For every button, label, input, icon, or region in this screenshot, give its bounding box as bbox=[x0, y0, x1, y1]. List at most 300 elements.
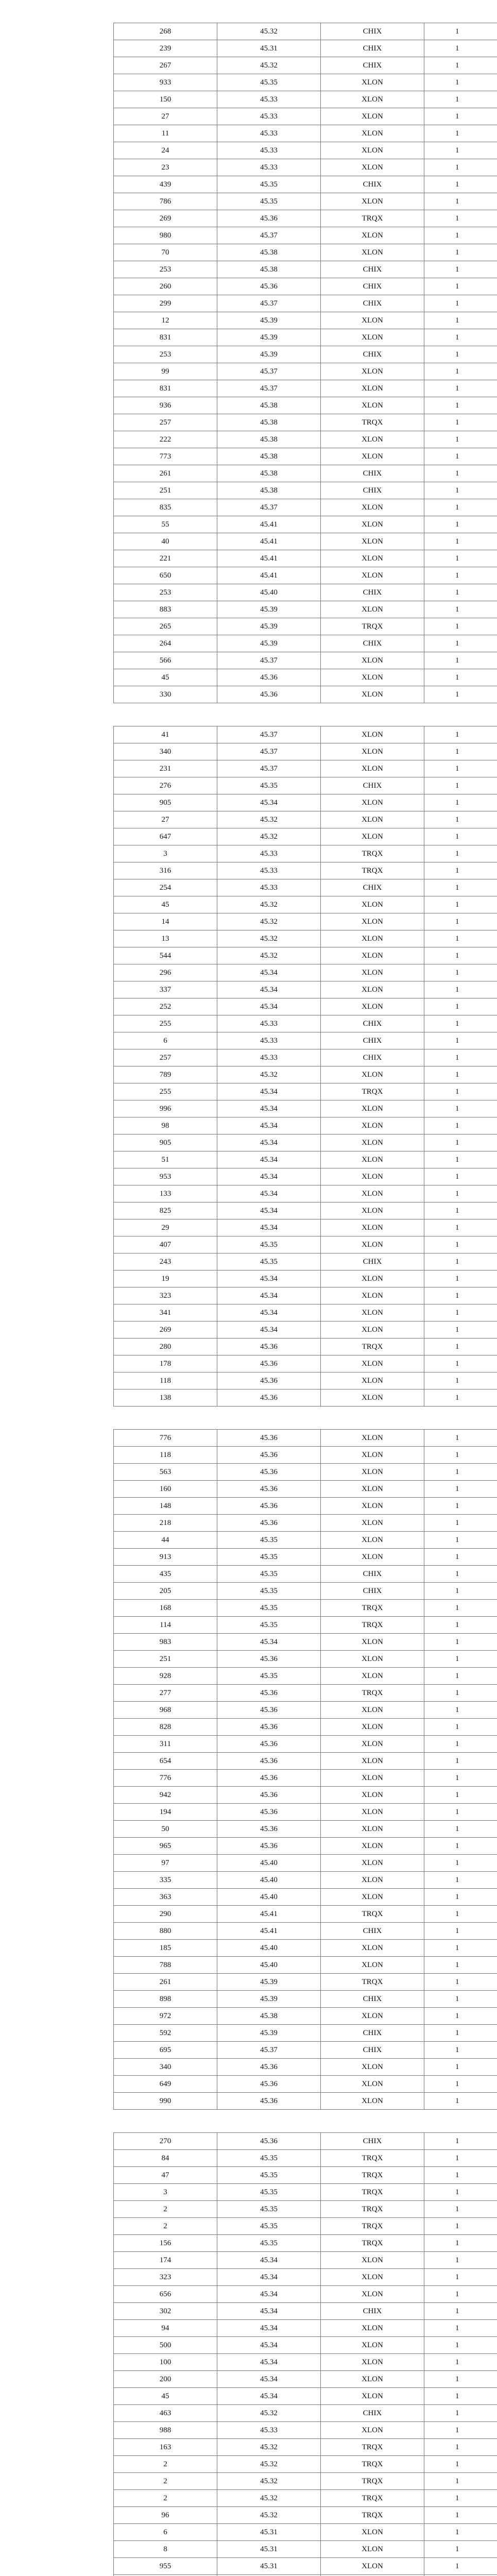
venue-cell: CHIX bbox=[321, 261, 424, 278]
price-cell: 45.36 bbox=[217, 1838, 321, 1855]
table-row bbox=[114, 1685, 497, 1702]
venue-cell: XLON bbox=[321, 964, 424, 981]
price-cell: 45.32 bbox=[217, 828, 321, 845]
venue-cell: XLON bbox=[321, 516, 424, 533]
extra-cell: 1 bbox=[424, 1770, 497, 1787]
venue-cell: XLON bbox=[321, 1889, 424, 1906]
price-cell: 45.34 bbox=[217, 794, 321, 811]
table-row bbox=[114, 1338, 497, 1355]
extra-cell: 1 bbox=[424, 777, 497, 794]
table-row bbox=[114, 930, 497, 947]
price-cell: 45.36 bbox=[217, 1498, 321, 1515]
price-cell: 45.37 bbox=[217, 227, 321, 244]
venue-cell: XLON bbox=[321, 1940, 424, 1957]
volume-cell: 323 bbox=[114, 2269, 217, 2286]
extra-cell: 1 bbox=[424, 193, 497, 210]
price-cell: 45.34 bbox=[217, 2320, 321, 2337]
volume-cell: 776 bbox=[114, 1430, 217, 1447]
venue-cell: CHIX bbox=[321, 2025, 424, 2042]
volume-cell: 55 bbox=[114, 516, 217, 533]
table-row bbox=[114, 1270, 497, 1287]
table-row bbox=[114, 550, 497, 567]
volume-cell: 786 bbox=[114, 193, 217, 210]
venue-cell: XLON bbox=[321, 125, 424, 142]
extra-cell: 1 bbox=[424, 930, 497, 947]
price-cell: 45.34 bbox=[217, 1202, 321, 1219]
extra-cell: 1 bbox=[424, 1940, 497, 1957]
extra-cell: 1 bbox=[424, 397, 497, 414]
table-row bbox=[114, 726, 497, 743]
venue-cell: CHIX bbox=[321, 1566, 424, 1583]
extra-cell: 1 bbox=[424, 2252, 497, 2269]
volume-cell: 84 bbox=[114, 2150, 217, 2167]
extra-cell: 1 bbox=[424, 1372, 497, 1389]
page-2 bbox=[0, 703, 497, 1406]
price-cell: 45.35 bbox=[217, 2167, 321, 2184]
venue-cell: XLON bbox=[321, 686, 424, 703]
venue-cell: XLON bbox=[321, 2337, 424, 2354]
volume-cell: 261 bbox=[114, 1974, 217, 1991]
volume-cell: 544 bbox=[114, 947, 217, 964]
venue-cell: XLON bbox=[321, 2422, 424, 2439]
table-row bbox=[114, 533, 497, 550]
extra-cell: 1 bbox=[424, 2059, 497, 2076]
venue-cell: CHIX bbox=[321, 2042, 424, 2059]
price-cell: 45.34 bbox=[217, 2371, 321, 2388]
price-cell: 45.36 bbox=[217, 669, 321, 686]
extra-cell: 1 bbox=[424, 1066, 497, 1083]
volume-cell: 96 bbox=[114, 2507, 217, 2524]
extra-cell: 1 bbox=[424, 1702, 497, 1719]
table-row bbox=[114, 261, 497, 278]
table-row bbox=[114, 1389, 497, 1406]
volume-cell: 500 bbox=[114, 2337, 217, 2354]
venue-cell: TRQX bbox=[321, 2201, 424, 2218]
table-row bbox=[114, 618, 497, 635]
volume-cell: 942 bbox=[114, 1787, 217, 1804]
price-cell: 45.35 bbox=[217, 1668, 321, 1685]
extra-cell: 1 bbox=[424, 2303, 497, 2320]
volume-cell: 280 bbox=[114, 1338, 217, 1355]
volume-cell: 41 bbox=[114, 726, 217, 743]
extra-cell: 1 bbox=[424, 1974, 497, 1991]
venue-cell: XLON bbox=[321, 1549, 424, 1566]
venue-cell: TRQX bbox=[321, 414, 424, 431]
price-cell: 45.38 bbox=[217, 261, 321, 278]
volume-cell: 251 bbox=[114, 1651, 217, 1668]
extra-cell: 1 bbox=[424, 1481, 497, 1498]
volume-cell: 330 bbox=[114, 686, 217, 703]
table-row bbox=[114, 1304, 497, 1321]
table-row bbox=[114, 23, 497, 40]
price-cell: 45.34 bbox=[217, 1287, 321, 1304]
volume-cell: 990 bbox=[114, 2093, 217, 2110]
extra-cell: 1 bbox=[424, 1855, 497, 1872]
volume-cell: 45 bbox=[114, 2388, 217, 2405]
price-cell: 45.35 bbox=[217, 1549, 321, 1566]
extra-cell: 1 bbox=[424, 2490, 497, 2507]
table-row bbox=[114, 2422, 497, 2439]
extra-cell: 1 bbox=[424, 635, 497, 652]
table-row bbox=[114, 760, 497, 777]
table-row bbox=[114, 1770, 497, 1787]
table-row bbox=[114, 125, 497, 142]
volume-cell: 953 bbox=[114, 1168, 217, 1185]
price-cell: 45.36 bbox=[217, 1753, 321, 1770]
volume-cell: 163 bbox=[114, 2439, 217, 2456]
venue-cell: XLON bbox=[321, 1702, 424, 1719]
table-row bbox=[114, 1872, 497, 1889]
price-cell: 45.38 bbox=[217, 448, 321, 465]
table-row bbox=[114, 635, 497, 652]
price-cell: 45.35 bbox=[217, 1583, 321, 1600]
venue-cell: XLON bbox=[321, 1447, 424, 1464]
venue-cell: XLON bbox=[321, 2541, 424, 2558]
volume-cell: 270 bbox=[114, 2133, 217, 2150]
extra-cell: 1 bbox=[424, 1321, 497, 1338]
table-row bbox=[114, 1889, 497, 1906]
extra-cell: 1 bbox=[424, 210, 497, 227]
table-row bbox=[114, 1287, 497, 1304]
venue-cell: CHIX bbox=[321, 482, 424, 499]
venue-cell: TRQX bbox=[321, 862, 424, 879]
table-row bbox=[114, 244, 497, 261]
table-row bbox=[114, 2059, 497, 2076]
price-cell: 45.36 bbox=[217, 1355, 321, 1372]
venue-cell: XLON bbox=[321, 930, 424, 947]
table-row bbox=[114, 91, 497, 108]
table-row bbox=[114, 2150, 497, 2167]
extra-cell: 1 bbox=[424, 2371, 497, 2388]
extra-cell: 1 bbox=[424, 2337, 497, 2354]
price-cell: 45.38 bbox=[217, 397, 321, 414]
volume-cell: 972 bbox=[114, 2008, 217, 2025]
venue-cell: XLON bbox=[321, 743, 424, 760]
venue-cell: XLON bbox=[321, 1219, 424, 1236]
volume-cell: 880 bbox=[114, 1923, 217, 1940]
venue-cell: XLON bbox=[321, 244, 424, 261]
volume-cell: 340 bbox=[114, 2059, 217, 2076]
table-row bbox=[114, 811, 497, 828]
extra-cell: 1 bbox=[424, 760, 497, 777]
volume-cell: 257 bbox=[114, 414, 217, 431]
table-row bbox=[114, 2269, 497, 2286]
volume-cell: 40 bbox=[114, 533, 217, 550]
volume-cell: 239 bbox=[114, 40, 217, 57]
volume-cell: 269 bbox=[114, 1321, 217, 1338]
price-cell: 45.35 bbox=[217, 1532, 321, 1549]
price-cell: 45.34 bbox=[217, 2269, 321, 2286]
price-cell: 45.40 bbox=[217, 1940, 321, 1957]
price-cell: 45.32 bbox=[217, 57, 321, 74]
venue-cell: XLON bbox=[321, 2371, 424, 2388]
extra-cell: 1 bbox=[424, 2269, 497, 2286]
extra-cell: 1 bbox=[424, 1685, 497, 1702]
price-cell: 45.33 bbox=[217, 879, 321, 896]
extra-cell: 1 bbox=[424, 1634, 497, 1651]
extra-cell: 1 bbox=[424, 2439, 497, 2456]
table-row bbox=[114, 1321, 497, 1338]
volume-cell: 200 bbox=[114, 2371, 217, 2388]
venue-cell: TRQX bbox=[321, 1083, 424, 1100]
volume-cell: 788 bbox=[114, 1957, 217, 1974]
volume-cell: 2 bbox=[114, 2490, 217, 2507]
price-cell: 45.32 bbox=[217, 896, 321, 913]
table-row bbox=[114, 2490, 497, 2507]
volume-cell: 253 bbox=[114, 584, 217, 601]
venue-cell: TRQX bbox=[321, 2184, 424, 2201]
venue-cell: XLON bbox=[321, 2269, 424, 2286]
extra-cell: 1 bbox=[424, 743, 497, 760]
venue-cell: XLON bbox=[321, 91, 424, 108]
venue-cell: TRQX bbox=[321, 2150, 424, 2167]
extra-cell: 1 bbox=[424, 947, 497, 964]
extra-cell: 1 bbox=[424, 2167, 497, 2184]
volume-cell: 996 bbox=[114, 1100, 217, 1117]
extra-cell: 1 bbox=[424, 1185, 497, 1202]
table-row bbox=[114, 448, 497, 465]
price-cell: 45.41 bbox=[217, 550, 321, 567]
volume-cell: 337 bbox=[114, 981, 217, 998]
price-cell: 45.34 bbox=[217, 1100, 321, 1117]
volume-cell: 776 bbox=[114, 1770, 217, 1787]
volume-cell: 3 bbox=[114, 845, 217, 862]
price-cell: 45.33 bbox=[217, 1015, 321, 1032]
extra-cell: 1 bbox=[424, 91, 497, 108]
extra-cell: 1 bbox=[424, 448, 497, 465]
table-row bbox=[114, 913, 497, 930]
volume-cell: 276 bbox=[114, 777, 217, 794]
price-cell: 45.35 bbox=[217, 2150, 321, 2167]
table-row bbox=[114, 2235, 497, 2252]
table-row bbox=[114, 1940, 497, 1957]
volume-cell: 340 bbox=[114, 743, 217, 760]
volume-cell: 253 bbox=[114, 346, 217, 363]
price-cell: 45.35 bbox=[217, 777, 321, 794]
table-row bbox=[114, 1821, 497, 1838]
table-row bbox=[114, 2303, 497, 2320]
table-row bbox=[114, 1923, 497, 1940]
table-row bbox=[114, 1372, 497, 1389]
venue-cell: XLON bbox=[321, 1430, 424, 1447]
price-cell: 45.41 bbox=[217, 533, 321, 550]
volume-cell: 277 bbox=[114, 1685, 217, 1702]
venue-cell: TRQX bbox=[321, 2167, 424, 2184]
venue-cell: CHIX bbox=[321, 635, 424, 652]
table-row bbox=[114, 2456, 497, 2473]
extra-cell: 1 bbox=[424, 1447, 497, 1464]
extra-cell: 1 bbox=[424, 74, 497, 91]
extra-cell: 1 bbox=[424, 2388, 497, 2405]
volume-cell: 323 bbox=[114, 1287, 217, 1304]
extra-cell: 1 bbox=[424, 1719, 497, 1736]
extra-cell: 1 bbox=[424, 278, 497, 295]
venue-cell: XLON bbox=[321, 652, 424, 669]
price-cell: 45.31 bbox=[217, 40, 321, 57]
table-wrapper bbox=[113, 2132, 497, 2576]
table-row bbox=[114, 1185, 497, 1202]
volume-cell: 905 bbox=[114, 794, 217, 811]
price-cell: 45.36 bbox=[217, 1736, 321, 1753]
price-cell: 45.35 bbox=[217, 176, 321, 193]
extra-cell: 1 bbox=[424, 2286, 497, 2303]
table-row bbox=[114, 176, 497, 193]
venue-cell: XLON bbox=[321, 1787, 424, 1804]
price-cell: 45.38 bbox=[217, 431, 321, 448]
table-row bbox=[114, 1583, 497, 1600]
table-row bbox=[114, 879, 497, 896]
volume-cell: 205 bbox=[114, 1583, 217, 1600]
volume-cell: 218 bbox=[114, 1515, 217, 1532]
price-cell: 45.39 bbox=[217, 346, 321, 363]
extra-cell: 1 bbox=[424, 1651, 497, 1668]
price-cell: 45.36 bbox=[217, 2133, 321, 2150]
price-cell: 45.35 bbox=[217, 2235, 321, 2252]
price-cell: 45.36 bbox=[217, 1770, 321, 1787]
table-row bbox=[114, 346, 497, 363]
volume-cell: 983 bbox=[114, 1634, 217, 1651]
table-row bbox=[114, 2184, 497, 2201]
venue-cell: XLON bbox=[321, 1753, 424, 1770]
venue-cell: XLON bbox=[321, 981, 424, 998]
table-row bbox=[114, 1464, 497, 1481]
price-cell: 45.34 bbox=[217, 2337, 321, 2354]
venue-cell: CHIX bbox=[321, 1032, 424, 1049]
extra-cell: 1 bbox=[424, 2235, 497, 2252]
venue-cell: CHIX bbox=[321, 777, 424, 794]
venue-cell: TRQX bbox=[321, 2473, 424, 2490]
volume-cell: 261 bbox=[114, 465, 217, 482]
table-row bbox=[114, 1481, 497, 1498]
price-cell: 45.34 bbox=[217, 998, 321, 1015]
price-cell: 45.34 bbox=[217, 1134, 321, 1151]
volume-cell: 98 bbox=[114, 1117, 217, 1134]
price-cell: 45.33 bbox=[217, 2422, 321, 2439]
trades-table bbox=[113, 726, 497, 1406]
extra-cell: 1 bbox=[424, 1566, 497, 1583]
price-cell: 45.36 bbox=[217, 2059, 321, 2076]
price-cell: 45.36 bbox=[217, 210, 321, 227]
volume-cell: 647 bbox=[114, 828, 217, 845]
extra-cell: 1 bbox=[424, 811, 497, 828]
table-row bbox=[114, 828, 497, 845]
venue-cell: XLON bbox=[321, 760, 424, 777]
volume-cell: 14 bbox=[114, 913, 217, 930]
extra-cell: 1 bbox=[424, 2524, 497, 2541]
price-cell: 45.37 bbox=[217, 499, 321, 516]
price-cell: 45.37 bbox=[217, 760, 321, 777]
venue-cell: CHIX bbox=[321, 278, 424, 295]
venue-cell: TRQX bbox=[321, 1617, 424, 1634]
venue-cell: TRQX bbox=[321, 845, 424, 862]
table-row bbox=[114, 1015, 497, 1032]
venue-cell: XLON bbox=[321, 2076, 424, 2093]
trades-table bbox=[113, 23, 497, 703]
venue-cell: TRQX bbox=[321, 1906, 424, 1923]
venue-cell: XLON bbox=[321, 896, 424, 913]
volume-cell: 252 bbox=[114, 998, 217, 1015]
volume-cell: 160 bbox=[114, 1481, 217, 1498]
extra-cell: 1 bbox=[424, 312, 497, 329]
extra-cell: 1 bbox=[424, 346, 497, 363]
extra-cell: 1 bbox=[424, 913, 497, 930]
extra-cell: 1 bbox=[424, 465, 497, 482]
table-row bbox=[114, 2286, 497, 2303]
price-cell: 45.37 bbox=[217, 652, 321, 669]
table-row bbox=[114, 2076, 497, 2093]
price-cell: 45.33 bbox=[217, 108, 321, 125]
venue-cell: XLON bbox=[321, 2059, 424, 2076]
extra-cell: 1 bbox=[424, 1549, 497, 1566]
price-cell: 45.32 bbox=[217, 811, 321, 828]
extra-cell: 1 bbox=[424, 896, 497, 913]
price-cell: 45.39 bbox=[217, 1974, 321, 1991]
price-cell: 45.38 bbox=[217, 2008, 321, 2025]
table-row bbox=[114, 981, 497, 998]
venue-cell: CHIX bbox=[321, 1015, 424, 1032]
table-row bbox=[114, 845, 497, 862]
price-cell: 45.35 bbox=[217, 1253, 321, 1270]
table-row bbox=[114, 2320, 497, 2337]
price-cell: 45.33 bbox=[217, 142, 321, 159]
table-row bbox=[114, 1974, 497, 1991]
venue-cell: TRQX bbox=[321, 1338, 424, 1355]
extra-cell: 1 bbox=[424, 1355, 497, 1372]
volume-cell: 341 bbox=[114, 1304, 217, 1321]
table-row bbox=[114, 1634, 497, 1651]
venue-cell: TRQX bbox=[321, 2507, 424, 2524]
venue-cell: CHIX bbox=[321, 584, 424, 601]
volume-cell: 174 bbox=[114, 2252, 217, 2269]
volume-cell: 363 bbox=[114, 1889, 217, 1906]
price-cell: 45.34 bbox=[217, 1219, 321, 1236]
table-row bbox=[114, 669, 497, 686]
volume-cell: 2 bbox=[114, 2473, 217, 2490]
venue-cell: XLON bbox=[321, 726, 424, 743]
extra-cell: 1 bbox=[424, 669, 497, 686]
price-cell: 45.35 bbox=[217, 193, 321, 210]
table-row bbox=[114, 584, 497, 601]
venue-cell: XLON bbox=[321, 1151, 424, 1168]
extra-cell: 1 bbox=[424, 2320, 497, 2337]
extra-cell: 1 bbox=[424, 57, 497, 74]
extra-cell: 1 bbox=[424, 2405, 497, 2422]
volume-cell: 335 bbox=[114, 1872, 217, 1889]
table-row bbox=[114, 1736, 497, 1753]
venue-cell: CHIX bbox=[321, 2133, 424, 2150]
venue-cell: XLON bbox=[321, 2286, 424, 2303]
price-cell: 45.37 bbox=[217, 743, 321, 760]
venue-cell: XLON bbox=[321, 329, 424, 346]
table-row bbox=[114, 1957, 497, 1974]
table-row bbox=[114, 1702, 497, 1719]
price-cell: 45.40 bbox=[217, 1889, 321, 1906]
volume-cell: 439 bbox=[114, 176, 217, 193]
price-cell: 45.37 bbox=[217, 2042, 321, 2059]
extra-cell: 1 bbox=[424, 295, 497, 312]
extra-cell: 1 bbox=[424, 516, 497, 533]
volume-cell: 27 bbox=[114, 811, 217, 828]
extra-cell: 1 bbox=[424, 1151, 497, 1168]
venue-cell: CHIX bbox=[321, 1991, 424, 2008]
table-row bbox=[114, 1049, 497, 1066]
venue-cell: XLON bbox=[321, 2354, 424, 2371]
extra-cell: 1 bbox=[424, 1202, 497, 1219]
venue-cell: XLON bbox=[321, 1270, 424, 1287]
venue-cell: XLON bbox=[321, 913, 424, 930]
venue-cell: XLON bbox=[321, 1957, 424, 1974]
table-row bbox=[114, 210, 497, 227]
